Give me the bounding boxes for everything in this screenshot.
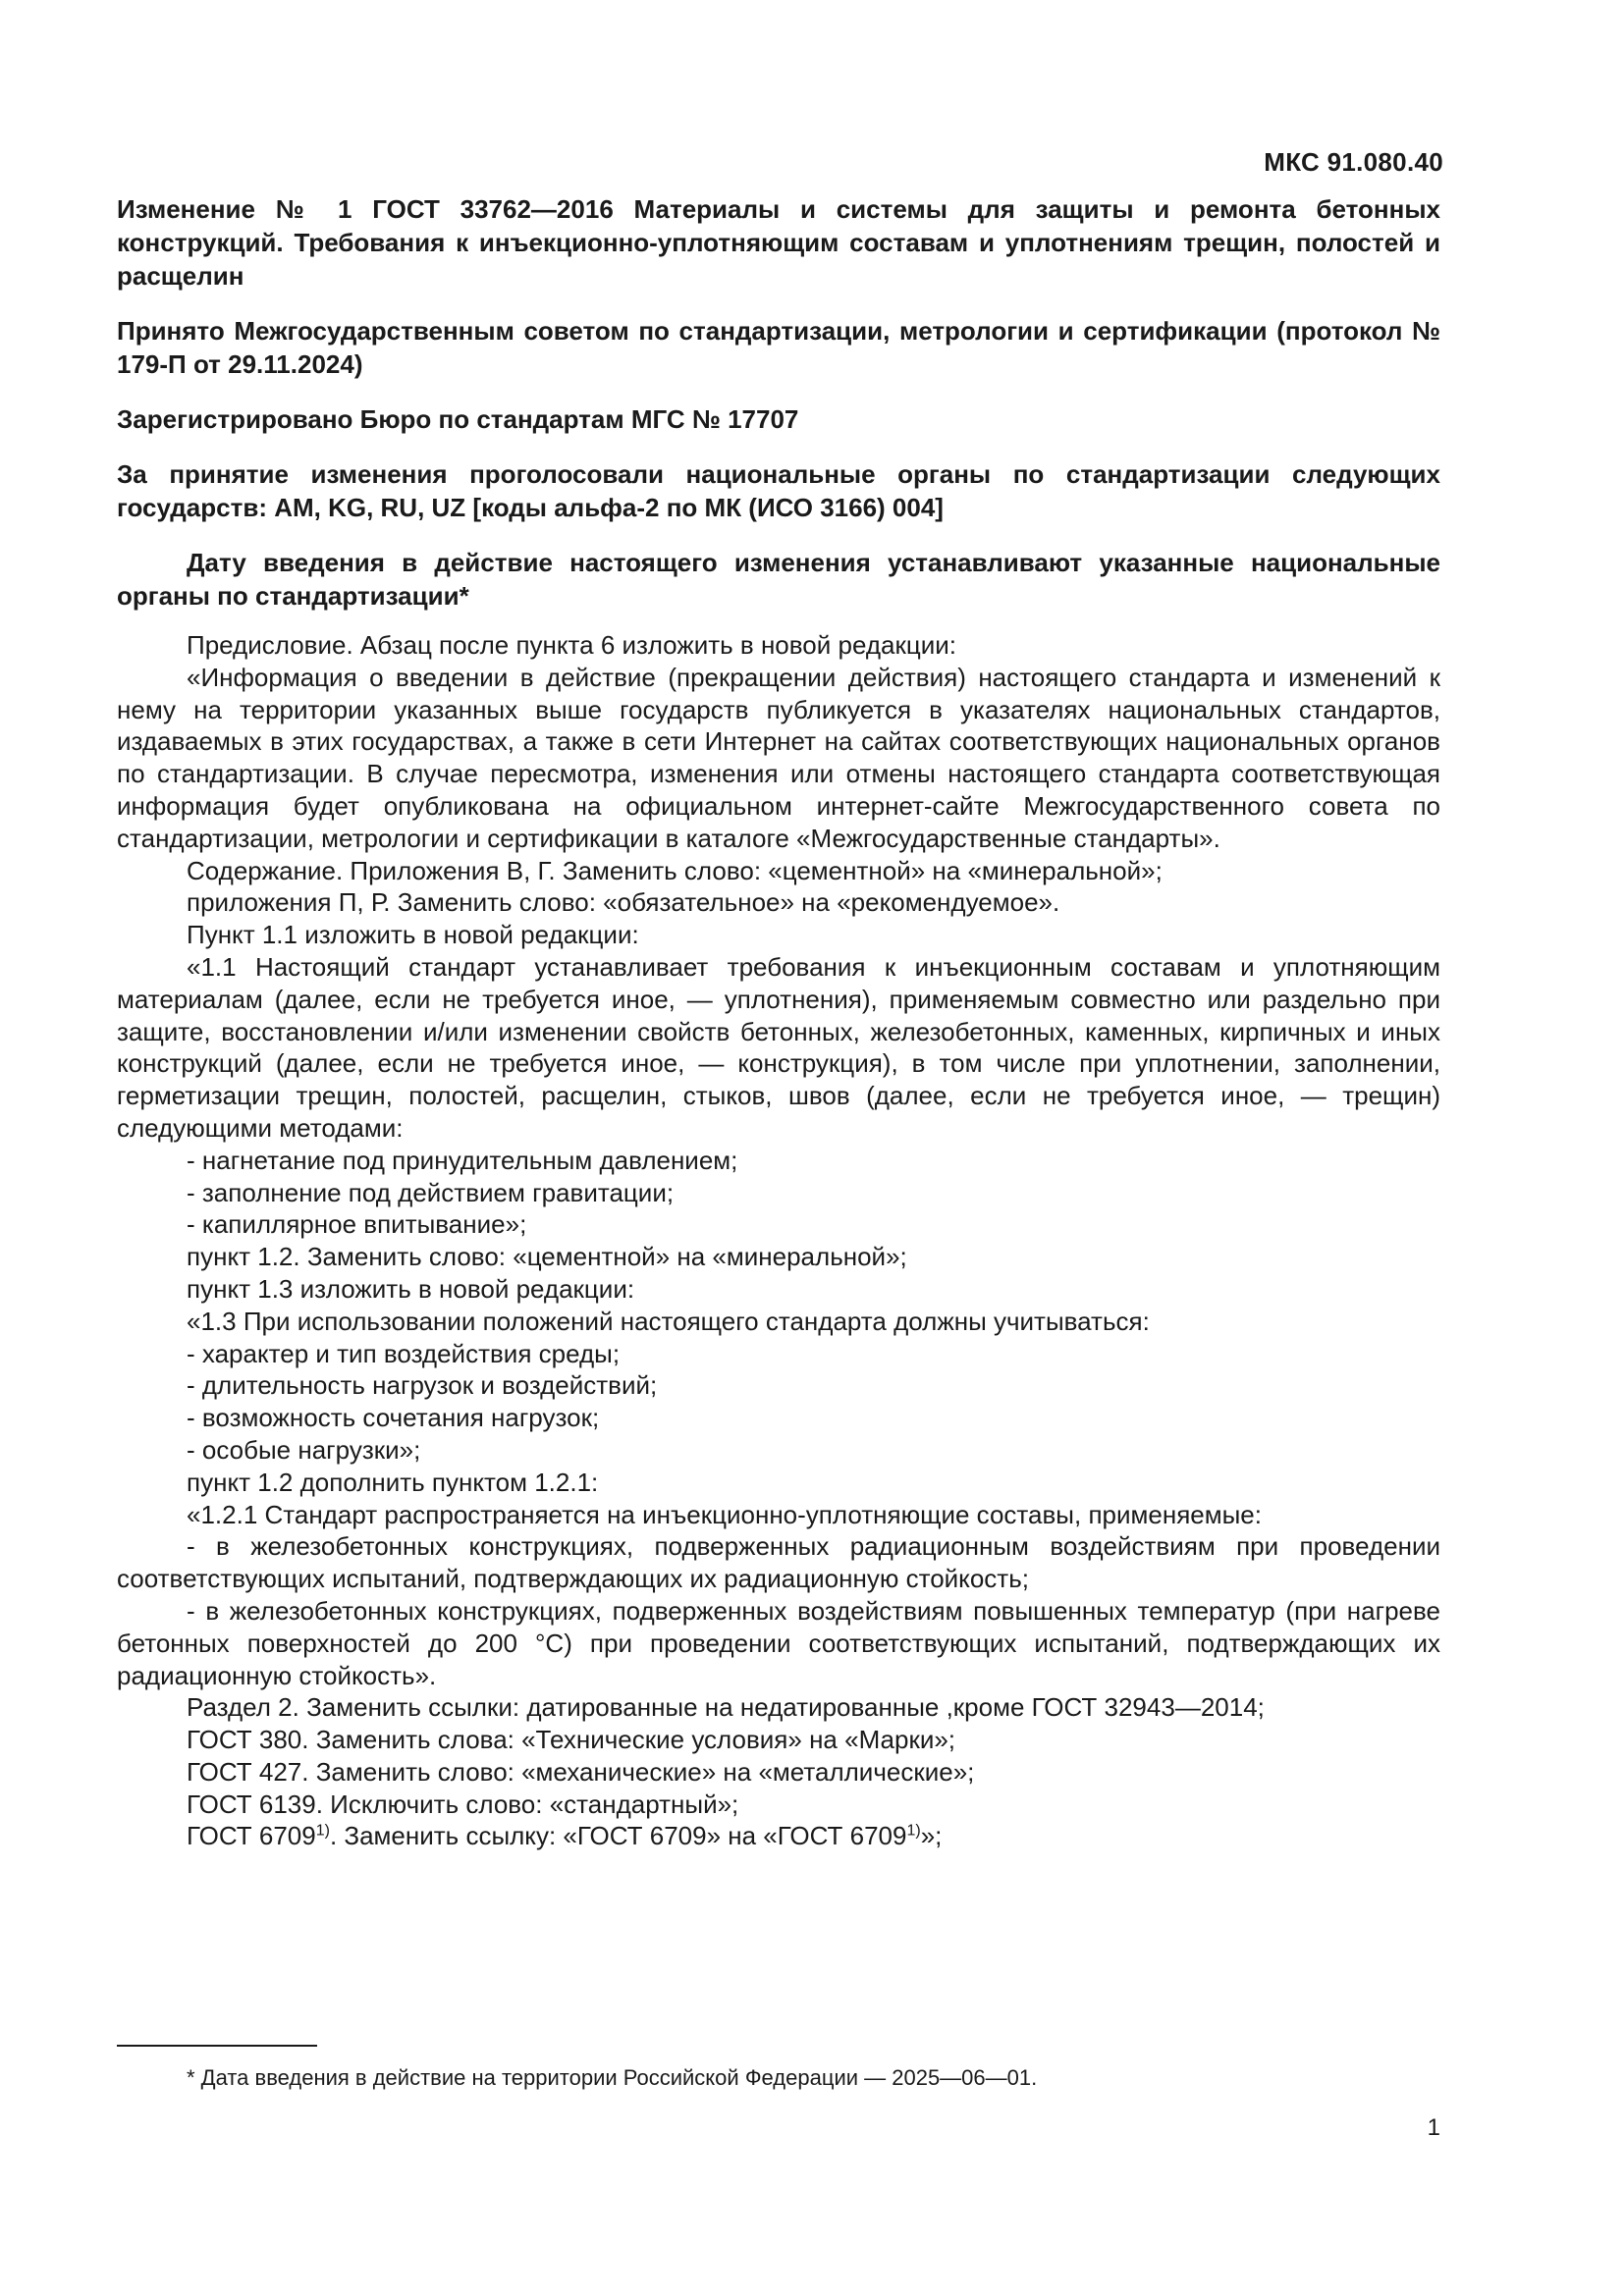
last-line-part: ГОСТ 6709 — [187, 1821, 316, 1851]
body-paragraph: ГОСТ 427. Заменить слово: «механические» на «металлические»; — [187, 1756, 975, 1787]
body-paragraph-last — [117, 1820, 1440, 1852]
list-item: - характер и тип воздействия среды; — [187, 1338, 621, 1368]
last-line-part: »; — [920, 1821, 943, 1851]
page-number: 1 — [1427, 2114, 1440, 2141]
body-paragraph: «Информация о введении в действие (прекращении действия) настоящего стандарта и изменений к нему на территории указанных выше государств публикуется в указателях национальных стандартов, издаваемых в этих государствах, а также в сети Интернет на сайтах соответствующих национальных органов по стандартизации. В случае пересмотра, изменения или отмены настоящего стандарта соответствующая информация будет опубликована на официальном интернет-сайте Межгосударственного совета по стандартизации, метрологии и сертификации в каталоге «Межгосударственные стандарты». — [117, 662, 1440, 853]
document-body — [117, 629, 1440, 1852]
body-paragraph: пункт 1.2 дополнить пунктом 1.2.1: — [187, 1467, 599, 1497]
list-item: - в железобетонных конструкциях, подверженных радиационным воздействиям при проведении соответствующих испытаний, подтверждающих их радиационную стойкость; — [117, 1531, 1440, 1594]
body-paragraph: приложения П, Р. Заменить слово: «обязательное» на «рекомендуемое». — [187, 887, 1060, 918]
document-header — [117, 192, 1440, 634]
list-item: - особые нагрузки»; — [187, 1434, 421, 1465]
body-paragraph: ГОСТ 6139. Исключить слово: «стандартный»; — [187, 1789, 739, 1819]
list-item: - в железобетонных конструкциях, подверженных воздействиям повышенных температур (при нагреве бетонных поверхностей до 200 °С) при проведении соответствующих испытаний, подтверждающих их радиационную стойкость». — [117, 1595, 1440, 1690]
footnote-ref: 1) — [315, 1822, 330, 1840]
registration-note: Зарегистрировано Бюро по стандартам МГС № 17707 — [117, 404, 799, 434]
body-paragraph: Содержание. Приложения В, Г. Заменить слово: «цементной» на «минеральной»; — [187, 855, 1163, 885]
body-paragraph: «1.1 Настоящий стандарт устанавливает требования к инъекционным составам и уплотняющим материалам (далее, если не требуется иное, — уплотнения), применяемым совместно или раздельно при защите, восстановлении и/или изменении свойств бетонных, железобетонных, каменных, кирпичных и иных конструкций (далее, если не требуется иное, — конструкция), в том числе при уплотнении, заполнении, герметизации трещин, полостей, расщелин, стыков, швов (далее, если не требуется иное, — трещин) следующими методами: — [117, 951, 1440, 1143]
last-line-part: . Заменить ссылку: «ГОСТ 6709» на «ГОСТ 6709 — [329, 1821, 907, 1851]
list-item: - нагнетание под принудительным давлением; — [187, 1145, 738, 1175]
voting-note: За принятие изменения проголосовали национальные органы по стандартизации следующих государств: AM, KG, RU, UZ [коды альфа-2 по МК (ИСО 3166) 004] — [117, 459, 1440, 522]
body-paragraph: пункт 1.3 изложить в новой редакции: — [187, 1273, 635, 1304]
list-item: - капиллярное впитывание»; — [187, 1209, 527, 1240]
body-paragraph: ГОСТ 380. Заменить слова: «Технические условия» на «Марки»; — [187, 1725, 956, 1755]
footnote: * Дата введения в действие на территории Российской Федерации — 2025—06—01. — [187, 2065, 1038, 2090]
adopted-by: Принято Межгосударственным советом по стандартизации, метрологии и сертификации (протокол № 179-П от 29.11.2024) — [117, 316, 1440, 379]
body-paragraph: Раздел 2. Заменить ссылки: датированные на недатированные ,кроме ГОСТ 32943—2014; — [187, 1692, 1265, 1723]
effective-date-note: Дату введения в действие настоящего изменения устанавливают указанные национальные органы по стандартизации* — [117, 548, 1440, 611]
list-item: - длительность нагрузок и воздействий; — [187, 1370, 658, 1401]
list-item: - возможность сочетания нагрузок; — [187, 1403, 600, 1433]
list-item: - заполнение под действием гравитации; — [187, 1177, 675, 1207]
body-paragraph: пункт 1.2. Заменить слово: «цементной» на «минеральной»; — [187, 1242, 907, 1272]
body-paragraph: «1.2.1 Стандарт распространяется на инъекционно-уплотняющие составы, применяемые: — [187, 1499, 1262, 1529]
footnote-ref: 1) — [906, 1822, 921, 1840]
footnote-separator — [117, 2045, 317, 2047]
body-paragraph: Пункт 1.1 изложить в новой редакции: — [187, 920, 639, 950]
classification-code: МКС 91.080.40 — [1264, 147, 1443, 177]
body-paragraph: «1.3 При использовании положений настоящего стандарта должны учитываться: — [187, 1306, 1150, 1336]
amendment-title: Изменение № 1 ГОСТ 33762—2016 Материалы и системы для защиты и ремонта бетонных конструкций. Требования к инъекционно-уплотняющим составам и уплотнениям трещин, полостей и расщелин — [117, 194, 1440, 291]
body-paragraph: Предисловие. Абзац после пункта 6 изложить в новой редакции: — [187, 630, 957, 660]
